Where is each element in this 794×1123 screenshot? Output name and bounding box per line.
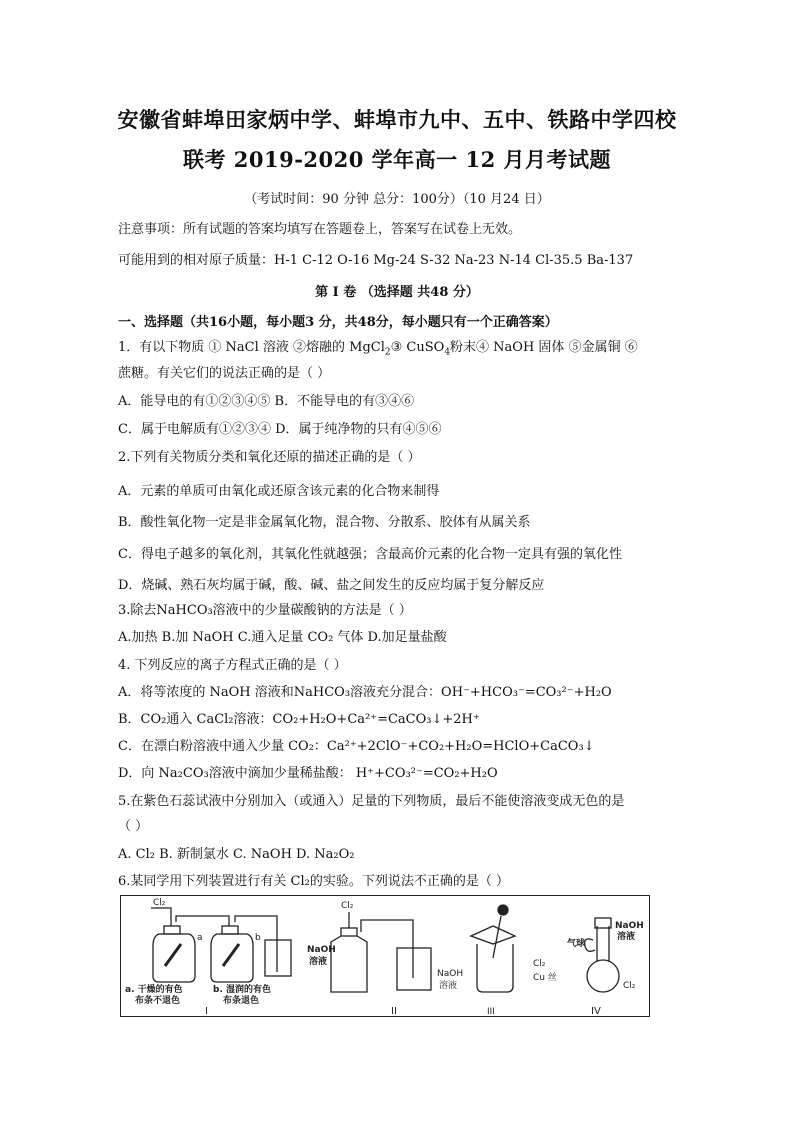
q4-option-b: B．CO₂通入 CaCl₂溶液：CO₂+H₂O+Ca²⁺=CaCO₃↓+2H⁺ — [118, 712, 480, 727]
flask-neck-tube — [597, 926, 609, 962]
flask2-neck — [222, 926, 238, 934]
glass-plate — [471, 926, 515, 944]
exam-info: （考试时间：90 分钟 总分：100分）（10 月24 日） — [244, 192, 550, 207]
label-cl2-iv: Cl₂ — [623, 981, 636, 991]
caption-b-2: 布条退色 — [223, 996, 260, 1006]
label-cu-wire: Cu 丝 — [533, 973, 557, 983]
atomic-mass: 可能用到的相对原子质量：H-1 C-12 O-16 Mg-24 S-32 Na-23 N-14 Cl-35.5 Ba-137 — [118, 253, 634, 268]
experiment-figure — [120, 895, 650, 1017]
label-naoh-solution-ii: 溶液 — [439, 981, 458, 991]
q1-options-ab: A．能导电的有①②③④⑤ B．不能导电的有③④⑥ — [118, 394, 415, 409]
title-line-1: 安徽省蚌埠田家炳中学、蚌埠市九中、五中、铁路中学四校 — [117, 107, 677, 132]
notice: 注意事项：所有试题的答案均填写在答题卷上，答案写在试卷上无效。 — [118, 222, 522, 237]
q4-stem: 4. 下列反应的离子方程式正确的是（ ） — [118, 658, 347, 673]
caption-a-1: a. 干燥的有色 — [125, 985, 183, 995]
holder-tip — [498, 905, 508, 915]
connector-tube-1 — [176, 916, 229, 926]
strip-a — [165, 944, 181, 966]
label-naoh-ii: NaOH — [437, 969, 464, 979]
part-title: 一、选择题（共16小题，每小题3 分，共48分，每小题只有一个正确答案） — [118, 315, 558, 330]
roman-i: I — [205, 1006, 208, 1016]
roman-ii: II — [391, 1006, 397, 1016]
label-cl2-ii: Cl₂ — [341, 901, 354, 911]
balloon — [585, 939, 595, 951]
q1-stem-c: 粉末④ NaOH 固体 ⑤金属铜 ⑥ — [450, 340, 638, 355]
round-flask — [587, 960, 619, 992]
label-cl2-i: Cl₂ — [153, 898, 166, 908]
flask1 — [153, 934, 195, 982]
outlet-tube — [361, 920, 413, 978]
q4-option-c: C．在漂白粉溶液中通入少量 CO₂：Ca²⁺+2ClO⁻+CO₂+H₂O=HClO+CaCO₃↓ — [118, 739, 595, 754]
volume-title: 第 Ⅰ 卷 （选择题 共48 分） — [315, 285, 479, 300]
label-cl2-iii: Cl₂ — [533, 959, 546, 969]
roman-iii: III — [487, 1007, 495, 1016]
label-a: a — [197, 933, 203, 943]
beaker2 — [397, 948, 431, 990]
bottle-neck — [341, 928, 357, 936]
label-naoh-i: NaOH — [307, 945, 336, 955]
connector-tube-2 — [235, 916, 277, 972]
q1-stem-a: 1．有以下物质 ① NaCl 溶液 ②熔融的 MgCl — [118, 340, 385, 355]
q2-option-a: A．元素的单质可由氧化或还原含该元素的化合物来制得 — [118, 484, 440, 499]
label-naoh-solution-iv: 溶液 — [617, 932, 636, 942]
flask2 — [211, 934, 253, 982]
q5-stem: 5.在紫色石蕊试液中分别加入（或通入）足量的下列物质，最后不能使溶液变成无色的是 — [118, 794, 625, 809]
title-line-2: 联考 2019-2020 学年高一 12 月月考试题 — [182, 147, 612, 172]
label-b: b — [255, 933, 261, 943]
gas-inlet-tube — [151, 908, 171, 926]
q3-options: A.加热 B.加 NaOH C.通入足量 CO₂ 气体 D.加足量盐酸 — [118, 630, 447, 645]
q2-option-b: B．酸性氧化物一定是非金属氧化物，混合物、分散系、胶体有从属关系 — [118, 515, 531, 530]
q1-options-cd: C．属于电解质有①②③④ D．属于纯净物的只有④⑤⑥ — [118, 422, 442, 437]
gas-bottle — [331, 936, 367, 992]
roman-iv: IV — [591, 1006, 601, 1016]
gas-jar — [477, 944, 513, 992]
q1-stem-b: ③ CuSO — [390, 340, 445, 355]
q6-stem: 6.某同学用下列装置进行有关 Cl₂的实验。下列说法不正确的是（ ） — [118, 874, 509, 889]
q4-option-a: A．将等浓度的 NaOH 溶液和NaHCO₃溶液充分混合：OH⁻+HCO₃⁻=CO₃²⁻+H₂O — [118, 685, 612, 700]
beaker1 — [265, 940, 291, 976]
label-balloon: 气球 — [567, 939, 586, 949]
experiment-diagram — [121, 896, 649, 1016]
q4-option-d: D．向 Na₂CO₃溶液中滴加少量稀盐酸： H⁺+CO₃²⁻=CO₂+H₂O — [118, 766, 498, 781]
label-naoh-iv: NaOH — [615, 921, 644, 931]
q3-stem: 3.除去NaHCO₃溶液中的少量碳酸钠的方法是（ ） — [118, 603, 412, 618]
q1-stem: 1．有以下物质 ① NaCl 溶液 ②熔融的 MgCl$_2$③ CuSO$_4$粉末④ NaOH 固体 ⑤金属铜 ⑥ — [118, 340, 638, 358]
q2-option-c: C．得电子越多的氧化剂，其氧化性就越强；含最高价元素的化合物一定具有强的氧化性 — [118, 547, 622, 562]
copper-wire-holder — [493, 916, 501, 958]
caption-a-2: 布条不退色 — [135, 996, 181, 1006]
q2-stem: 2.下列有关物质分类和氧化还原的描述正确的是（ ） — [118, 450, 421, 465]
caption-b-1: b. 湿润的有色 — [213, 985, 271, 995]
label-naoh-solution-i: 溶液 — [309, 957, 328, 967]
strip-b — [223, 944, 239, 966]
flask1-neck — [164, 926, 180, 934]
q2-option-d: D．烧碱、熟石灰均属于碱，酸、碱、盐之间发生的反应均属于复分解反应 — [118, 578, 545, 593]
q5-options: A. Cl₂ B. 新制氯水 C. NaOH D. Na₂O₂ — [118, 847, 355, 862]
q5-paren: （ ） — [118, 819, 149, 834]
q1-stem-line2: 蔗糖。有关它们的说法正确的是（ ） — [118, 366, 331, 381]
